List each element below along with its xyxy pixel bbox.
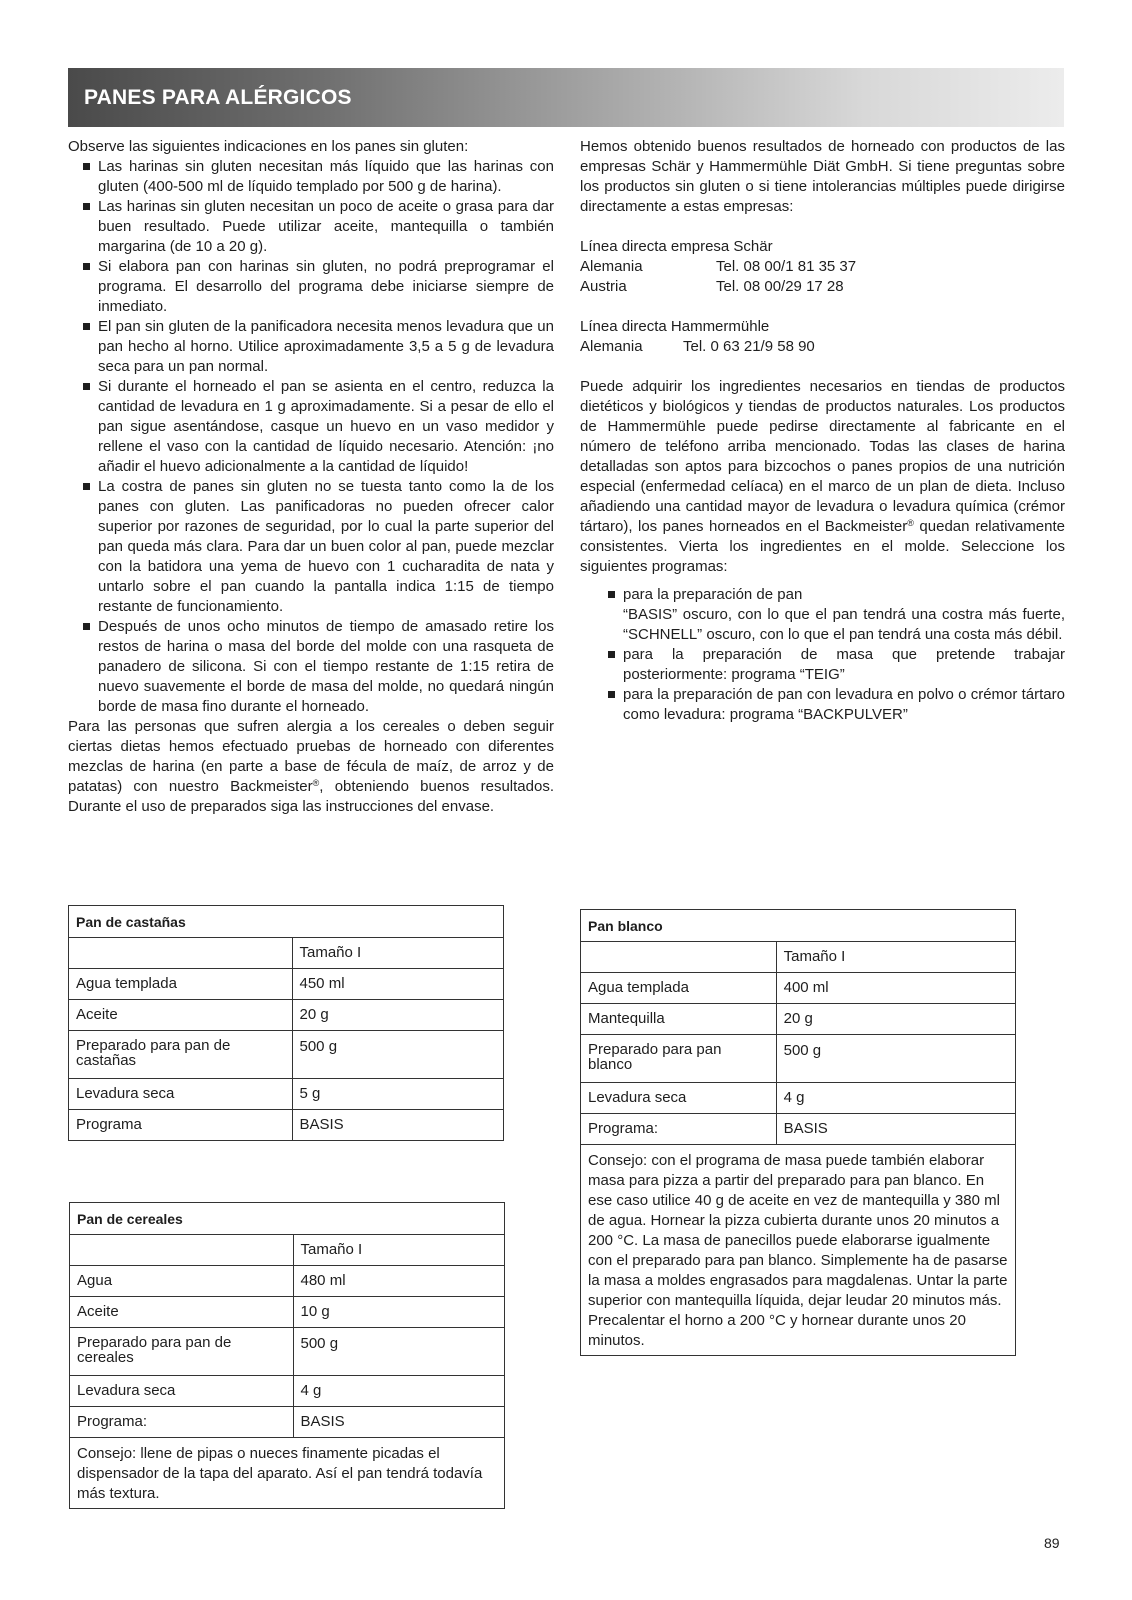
list-item: para la preparación de pan con levadura en polvo o crémor tártaro como levadura: programa “BACKPULVER”: [623, 686, 1065, 723]
ingredient-label: Programa: [69, 1110, 293, 1141]
table-row: [581, 1004, 1016, 1035]
ingredient-value: 20 g: [292, 1000, 504, 1031]
table-tip: Consejo: con el programa de masa puede también elaborar masa para pizza a partir del preparado para pan blanco. En ese caso utilice 40 g de aceite en vez de mantequilla y 380 ml de agua. Hornear la pizza cubierta durante unos 20 minutos a 200 °C. La masa de panecillos puede elaborarse igualmente con el preparado para pan blanco. Simplemente ha de pasarse la masa a moldes engrasados para magdalenas. Untar la parte superior con mantequilla líquida, dejar leudar 20 minutos más. Precalentar el horno a 200 °C y hornear durante unos 20 minutos.: [581, 1145, 1016, 1356]
list-item: para la preparación de masa que pretende trabajar posteriormente: programa “TEIG”: [623, 646, 1065, 683]
ingredient-value: 5 g: [292, 1079, 504, 1110]
list-item: La costra de panes sin gluten no se tuesta tanto como la de los panes con gluten. Las panificadoras no pueden ofrecer calor superior por razones de seguridad, por lo cual la parte superior del pan queda más clara. Para dar un buen color al pan, puede mezclar con la batidora una yema de huevo con 1 cucharadita de nata y untarlo sobre el pan cuando la pantalla indica 1:15 de tiempo restante de funcionamiento.: [98, 478, 554, 615]
ingredient-label: Agua: [70, 1266, 294, 1297]
right-intro: Hemos obtenido buenos resultados de horneado con productos de las empresas Schär y Hammermühle Diät GmbH. Si tiene preguntas sobre los productos sin gluten o si tiene intolerancias múltiples puede dirigirse directamente a estas empresas:: [580, 138, 1065, 215]
contact-country: Austria: [580, 278, 627, 295]
right-paragraph: [580, 377, 1065, 577]
ingredient-value: BASIS: [776, 1114, 1015, 1145]
table-row: [69, 1031, 504, 1079]
page-title: PANES PARA ALÉRGICOS: [84, 86, 352, 109]
contact-phone: Tel. 08 00/29 17 28: [716, 278, 844, 295]
list-item: Las harinas sin gluten necesitan un poco de aceite o grasa para dar buen resultado. Puede utilizar aceite, mantequilla o también margarina (de 10 a 20 g).: [98, 198, 554, 255]
contact-phone: Tel. 0 63 21/9 58 90: [683, 338, 815, 355]
table-row: [69, 938, 504, 969]
size-header: Tamaño I: [292, 938, 504, 969]
ingredient-value: 450 ml: [292, 969, 504, 1000]
table-title: Pan de cereales: [70, 1203, 505, 1235]
ingredient-value: 500 g: [293, 1328, 505, 1376]
list-item-text: para la preparación de pan: [623, 586, 803, 603]
ingredient-value: BASIS: [292, 1110, 504, 1141]
contact-phone: Tel. 08 00/1 81 35 37: [716, 258, 857, 275]
contact-row: [580, 337, 1065, 357]
gluten-tips-list: [68, 157, 554, 717]
size-header: Tamaño I: [776, 942, 1015, 973]
ingredient-label: Mantequilla: [581, 1004, 777, 1035]
contact-country: Alemania: [580, 258, 643, 275]
ingredient-value: 10 g: [293, 1297, 505, 1328]
table-tip: Consejo: llene de pipas o nueces finamente picadas el dispensador de la tapa del aparato. Así el pan tendrá todavía más textura.: [70, 1438, 505, 1509]
list-item: Después de unos ocho minutos de tiempo de amasado retire los restos de harina o masa del borde del molde con una rasqueta de panadero de silicona. Si con el tiempo restante de 1:15 retira de nuevo suavemente el borde de masa del molde, no quedará ningún borde de masa fino durante el horneado.: [98, 618, 554, 715]
table-row: [70, 1297, 505, 1328]
left-outro-text: Para las personas que sufren alergia a los cereales o deben seguir ciertas dietas hemos efectuado pruebas de horneado con diferentes mezclas de harina (en parte a base de fécula de maíz, de arroz y de patatas) con nuestro Backmeister: [68, 718, 554, 795]
right-paragraph-text-end: quedan relativamente consistentes. Vierta los ingredientes en el molde. Seleccione los siguientes programas:: [580, 518, 1065, 575]
contact-row: [580, 277, 1065, 297]
ingredient-value: 480 ml: [293, 1266, 505, 1297]
table-row: [581, 1083, 1016, 1114]
list-item: Si durante el horneado el pan se asienta en el centro, reduzca la cantidad de levadura en 1 g aproximadamente. Si a pesar de ello el pan sigue asentándose, casque un huevo en un vaso medidor y rellene el vaso con la cantidad de líquido necesario. Atención: ¡no añadir el huevo adicionalmente a la cantidad de líquido!: [98, 378, 554, 475]
ingredient-label: Programa:: [70, 1407, 294, 1438]
section-header: [68, 68, 1064, 127]
page-number: 89: [1044, 1535, 1060, 1551]
recipe-table-blanco: [580, 909, 1016, 1356]
registered-mark: ®: [312, 778, 320, 788]
table-row: [70, 1407, 505, 1438]
ingredient-value: 4 g: [293, 1376, 505, 1407]
ingredient-label: Levadura seca: [581, 1083, 777, 1114]
left-outro-text-end: , obteniendo buenos resultados. Durante el uso de preparados siga las instrucciones del envase.: [68, 778, 554, 815]
list-item: Las harinas sin gluten necesitan más líquido que las harinas con gluten (400-500 ml de líquido templado por 500 g de harina).: [98, 158, 554, 195]
ingredient-label: Aceite: [69, 1000, 293, 1031]
ingredient-label: Levadura seca: [69, 1079, 293, 1110]
table-title: Pan de castañas: [69, 906, 504, 938]
ingredient-value: 400 ml: [776, 973, 1015, 1004]
schaer-hotline-title: Línea directa empresa Schär: [580, 238, 773, 255]
table-row: [69, 1079, 504, 1110]
recipe-table-castanas: [68, 905, 504, 1141]
ingredient-value: 500 g: [776, 1035, 1015, 1083]
table-row: [69, 1000, 504, 1031]
ingredient-label: Aceite: [70, 1297, 294, 1328]
ingredient-label: Levadura seca: [70, 1376, 294, 1407]
list-item: [623, 585, 1065, 645]
table-title: Pan blanco: [581, 910, 1016, 942]
registered-mark: ®: [907, 518, 914, 528]
table-row: [69, 969, 504, 1000]
table-row: [581, 1114, 1016, 1145]
table-row: [581, 1035, 1016, 1083]
list-item: El pan sin gluten de la panificadora necesita menos levadura que un pan hecho al horno. Utilice aproximadamente 3,5 a 5 g de levadura seca para un pan normal.: [98, 318, 554, 375]
program-list: [580, 585, 1065, 725]
table-row: [70, 1235, 505, 1266]
table-row: [581, 973, 1016, 1004]
ingredient-value: 20 g: [776, 1004, 1015, 1035]
left-column: [68, 137, 554, 817]
hammer-hotline-title: Línea directa Hammermühle: [580, 318, 770, 335]
ingredient-value: BASIS: [293, 1407, 505, 1438]
contact-country: Alemania: [580, 338, 643, 355]
table-row: [69, 1110, 504, 1141]
size-header: Tamaño I: [293, 1235, 505, 1266]
ingredient-label: Preparado para pan de cereales: [77, 1334, 232, 1366]
left-intro: Observe las siguientes indicaciones en los panes sin gluten:: [68, 138, 469, 155]
ingredient-label: Programa:: [581, 1114, 777, 1145]
ingredient-label: Agua templada: [581, 973, 777, 1004]
right-paragraph-text: Puede adquirir los ingredientes necesarios en tiendas de productos dietéticos y biológicos y tiendas de productos naturales. Los productos de Hammermühle puede pedirse directamente al fabricante en el número de teléfono arriba mencionado. Todas las clases de harina detalladas son aptos para bizcochos o panes propios de una nutrición especial (enfermedad celíaca) en el marco de un plan de dieta. Incluso añadiendo una cantidad mayor de levadura o levadura química (crémor tártaro), los panes horneados en el Backmeister: [580, 378, 1065, 535]
list-item: Si elabora pan con harinas sin gluten, no podrá preprogramar el programa. El desarrollo del programa debe iniciarse siempre de inmediato.: [98, 258, 554, 315]
table-row: [70, 1376, 505, 1407]
ingredient-label: Preparado para pan blanco: [588, 1041, 722, 1073]
right-column: [580, 137, 1065, 725]
ingredient-value: 4 g: [776, 1083, 1015, 1114]
list-item-continuation: “BASIS” oscuro, con lo que el pan tendrá una costra más fuerte, “SCHNELL” oscuro, con lo que el pan tendrá una costa más débil.: [623, 606, 1065, 643]
contact-row: [580, 257, 1065, 277]
ingredient-value: 500 g: [292, 1031, 504, 1079]
table-row: [581, 942, 1016, 973]
table-row: [70, 1328, 505, 1376]
table-row: [70, 1266, 505, 1297]
ingredient-label: Agua templada: [69, 969, 293, 1000]
ingredient-label: Preparado para pan de castañas: [76, 1037, 231, 1069]
left-outro: [68, 717, 554, 817]
recipe-table-cereales: [69, 1202, 505, 1509]
